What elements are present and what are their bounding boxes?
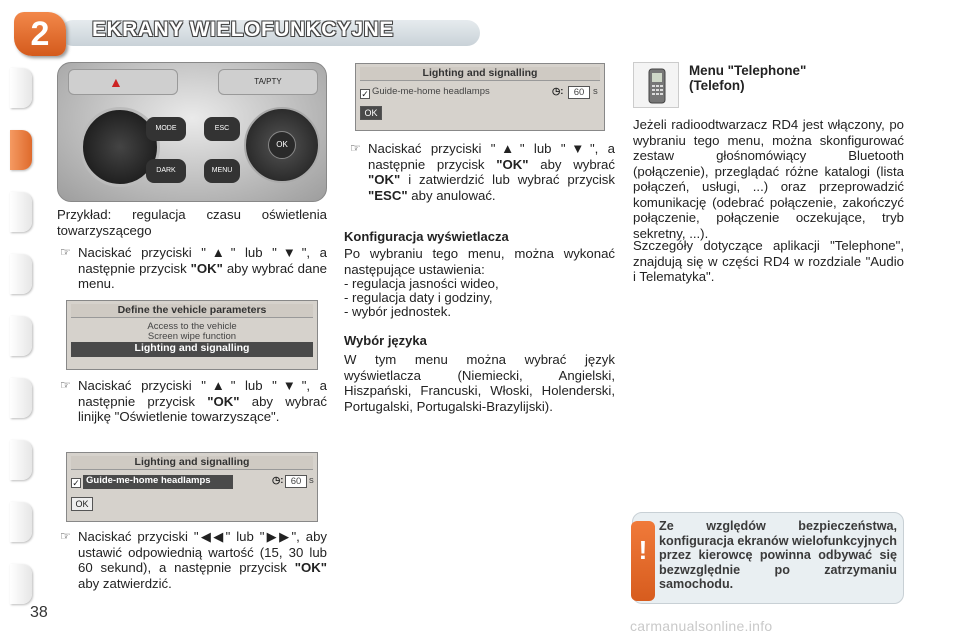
step-3: ☞ Naciskać przyciski "◀◀" lub "▶▶", aby ustawić odpowiednią wartość (15, 30 lub 60 sekund), a następnie przycisk "OK" aby zatwierdzić. [60,529,327,591]
screen-lighting-1 [66,452,318,522]
chapter-tab-3[interactable] [10,192,32,232]
hand-pointer-icon: ☞ [350,141,361,155]
config-list-item: - regulacja daty i godziny, [344,290,493,305]
page-title: EKRANY WIELOFUNKCYJNE [92,18,394,41]
chapter-tab-5[interactable] [10,316,32,356]
config-heading: Konfiguracja wyświetlacza [344,229,509,244]
chapter-tab-1[interactable] [10,68,32,108]
language-text: W tym menu można wybrać język wyświetlacza (Niemiecki, Angielski, Hiszpański, Francuski, Włoski, Holenderski, Portugalski, Portugalski-Brazylijski). [344,352,615,414]
screen-value: 60 [285,475,307,488]
chapter-tab-7[interactable] [10,440,32,480]
language-heading: Wybór języka [344,333,427,348]
step-confirm: ☞ Naciskać przyciski "▲" lub "▼", a następnie przycisk "OK" aby wybrać "OK" i zatwierdzić lub wybrać przycisk "ESC" aby anulować. [350,141,615,203]
chapter-tab-6[interactable] [10,378,32,418]
clock-icon: ◷: [272,475,284,486]
screen-lighting-2 [355,63,605,131]
dark-button: DARK [146,159,186,183]
page-number: 38 [30,604,48,621]
step-2: ☞ Naciskać przyciski "▲" lub "▼", a następnie przycisk "OK" aby wybrać linijkę "Oświetlenie towarzyszące". [60,378,327,424]
menu-button: MENU [204,159,240,183]
screen-ok: OK [360,106,382,120]
hazard-icon: ▲ [109,74,123,90]
chapter-tab-8[interactable] [10,502,32,542]
telephone-heading: Menu "Telephone" (Telefon) [689,63,807,93]
screen-selected-item: Lighting and signalling [71,342,313,357]
warning-text: Ze względów bezpieczeństwa, konfiguracja ekranów wielofunkcyjnych przez kierowcę powinna odbywać się bezwzględnie po zatrzymaniu samochodu. [659,519,897,591]
hand-pointer-icon: ☞ [60,378,71,392]
clock-icon: ◷: [552,86,564,97]
screen-title: Lighting and signalling [71,456,313,470]
screen-value: 60 [568,86,590,99]
checkbox-icon: ✓ [361,89,369,99]
step-1: ☞ Naciskać przyciski "▲" lub "▼", a następnie przycisk "OK" aby wybrać dane menu. [60,245,327,291]
chapter-badge: 2 [14,12,66,56]
intro-text: Przykład: regulacja czasu oświetlenia towarzyszącego [57,207,327,238]
config-text: Po wybraniu tego menu, można wykonać następujące ustawienia: [344,246,615,277]
hazard-button [68,69,178,95]
screen-item: Guide-me-home headlamps [372,86,490,97]
hand-pointer-icon: ☞ [60,245,71,259]
chapter-tab-4[interactable] [10,254,32,294]
ok-button: OK [268,131,296,159]
screen-unit: s [309,475,314,486]
ta-pty-button: TA/PTY [218,69,318,95]
mode-button: MODE [146,117,186,141]
checkbox-icon: ✓ [72,478,80,488]
page-header [0,0,960,62]
mobile-phone-icon [633,62,679,108]
control-panel-image [57,62,327,202]
screen-title: Lighting and signalling [360,67,600,81]
warning-icon: ! [631,521,655,601]
watermark: carmanualsonline.info [630,618,773,634]
navigation-ring [244,107,320,183]
screen-line: Screen wipe function [147,331,237,342]
config-list-item: - wybór jednostek. [344,304,452,319]
screen-item: Guide-me-home headlamps [83,475,233,489]
screen-title: Define the vehicle parameters [71,304,313,318]
config-list-item: - regulacja jasności wideo, [344,276,499,291]
screen-define-parameters [66,300,318,370]
hand-pointer-icon: ☞ [60,529,71,543]
screen-unit: s [593,86,598,97]
telephone-para-1: Jeżeli radioodtwarzacz RD4 jest włączony, po wybraniu tego menu, można skonfigurować zestaw głośnomówiący Bluetooth (połączenie), przeglądać różne katalogi (lista połączeń, usługi, ...) oraz przeprowadzić komunikację (odebrać połączenie, zakończyć połączenie, połączenie oczekujące, tryb sekretny, ...). [633,117,904,241]
chapter-tab-2[interactable] [10,130,32,170]
esc-button: ESC [204,117,240,141]
chapter-tab-9[interactable] [10,564,32,604]
safety-warning-box [632,512,904,604]
telephone-para-2: Szczegóły dotyczące aplikacji "Telephone", znajdują się w części RD4 w rozdziale "Audio i Telematyka". [633,238,904,284]
screen-line: Access to the vehicle [147,321,237,332]
screen-ok: OK [71,497,93,511]
